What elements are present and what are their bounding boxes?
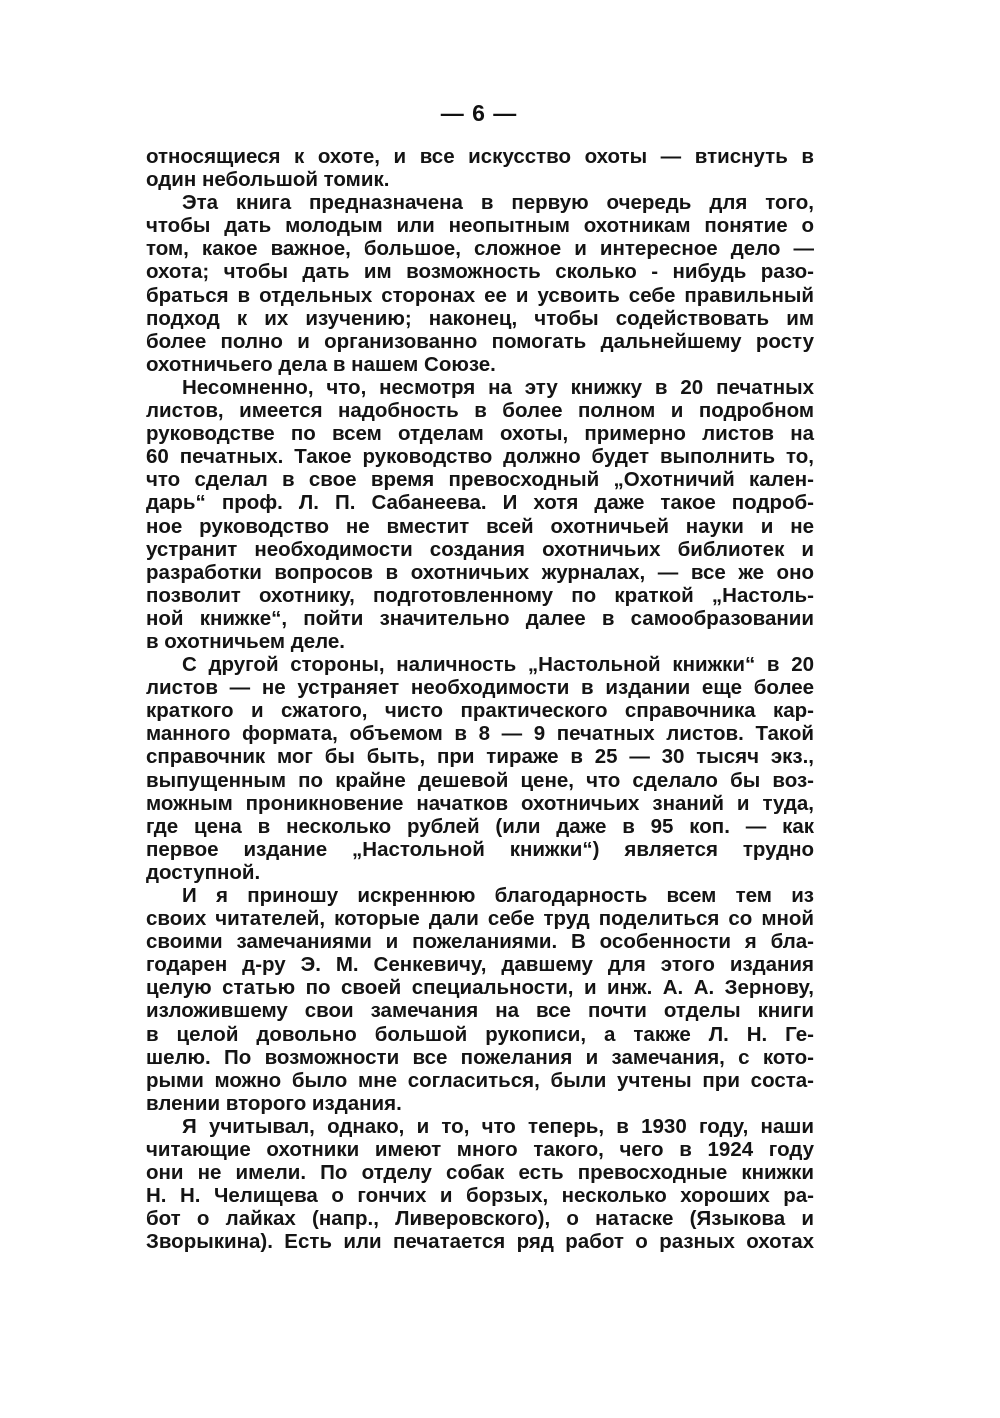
text-line: что сделал в свое время превосходный „Охотничий кален-: [146, 468, 814, 492]
text-line: относящиеся к охоте, и все искусство охоты — втиснуть в: [146, 145, 814, 168]
text-line: Несомненно, что, несмотря на эту книжку в 20 печатных: [182, 375, 814, 399]
text-line: И я приношу искреннюю благодарность всем тем из: [182, 884, 814, 907]
text-line: браться в отдельных сторонах ее и усвоить себе правильный: [146, 283, 814, 307]
text-line: влении второго издания.: [146, 1091, 402, 1115]
text-line: подход к их изучению; наконец, чтобы содействовать им: [146, 306, 814, 330]
text-line: в целой довольно большой рукописи, а также Л. Н. Ге-: [146, 1022, 814, 1046]
text-line: справочник мог бы быть, при тираже в 25 — 30 тысяч экз.,: [146, 745, 814, 769]
text-line: выпущенным по крайне дешевой цене, что сделало бы воз-: [146, 768, 814, 792]
text-line: бот о лайках (напр., Ливеровского), о натаске (Языкова и: [146, 1207, 814, 1231]
text-line: доступной.: [146, 860, 261, 884]
text-line: в охотничьем деле.: [146, 629, 345, 653]
text-line: дарь“ проф. Л. П. Сабанеева. И хотя даже такое подроб-: [146, 491, 814, 515]
text-line: краткого и сжатого, чисто практического справочника кар-: [146, 699, 814, 723]
text-line: листов — не устраняет необходимости в издании еще более: [146, 676, 814, 700]
text-line: руководстве по всем отделам охоты, примерно листов на: [146, 422, 814, 446]
paragraph: [146, 191, 814, 376]
text-line: охота; чтобы дать им возможность сколько - нибудь разо-: [146, 260, 814, 284]
text-line: охотничьего дела в нашем Союзе.: [146, 352, 496, 376]
text-line: листов, имеется надобность в более полном и подробном: [146, 399, 814, 423]
paragraph: [146, 1115, 814, 1254]
paragraph: [146, 653, 814, 884]
text-line: читающие охотники имеют много такого, чего в 1924 году: [146, 1138, 814, 1162]
text-line: чтобы дать молодым или неопытным охотникам понятие о: [146, 214, 814, 238]
text-line: первое издание „Настольной книжки“) является трудно: [146, 837, 814, 861]
text-line: изложившему свои замечания на все почти отделы книги: [146, 999, 814, 1023]
text-line: манного формата, объемом в 8 — 9 печатных листов. Такой: [146, 722, 814, 746]
text-line: своими замечаниями и пожеланиями. В особенности я бла-: [146, 930, 814, 954]
text-line: Я учитывал, однако, и то, что теперь, в 1930 году, наши: [182, 1114, 814, 1138]
text-line: рыми можно было мне согласиться, были учтены при соста-: [146, 1068, 814, 1092]
body-text: [146, 145, 814, 1254]
paragraph: [146, 884, 814, 1115]
text-line: Зворыкина). Есть или печатается ряд работ о разных охотах: [146, 1230, 814, 1254]
text-line: один небольшой томик.: [146, 168, 390, 192]
text-line: С другой стороны, наличность „Настольной книжки“ в 20: [182, 653, 814, 677]
text-line: целую статью по своей специальности, и инж. А. А. Зернову,: [146, 976, 814, 1000]
paragraph: [146, 376, 814, 653]
text-line: позволит охотнику, подготовленному по краткой „Настоль-: [146, 583, 814, 607]
text-line: можным проникновение начатков охотничьих знаний и туда,: [146, 791, 814, 815]
text-line: устранит необходимости создания охотничьих библиотек и: [146, 537, 814, 561]
page-number: — 6 —: [440, 100, 518, 126]
text-line: своих читателей, которые дали себе труд поделиться со мной: [146, 907, 814, 931]
text-line: 60 печатных. Такое руководство должно будет выполнить то,: [146, 445, 814, 469]
text-line: они не имели. По отделу собак есть превосходные книжки: [146, 1161, 814, 1185]
text-line: шелю. По возможности все пожелания и замечания, с кото-: [146, 1045, 814, 1069]
text-line: где цена в несколько рублей (или даже в 95 коп. — как: [146, 814, 814, 838]
text-line: более полно и организованно помогать дальнейшему росту: [146, 329, 814, 353]
text-line: Н. Н. Челищева о гончих и борзых, несколько хороших ра-: [146, 1184, 814, 1208]
text-line: годарен д-ру Э. М. Сенкевичу, давшему для этого издания: [146, 953, 814, 977]
paragraph: [146, 145, 814, 191]
text-line: разработки вопросов в охотничьих журналах, — все же оно: [146, 560, 814, 584]
text-line: Эта книга предназначена в первую очередь для того,: [182, 191, 814, 215]
text-line: ное руководство не вместит всей охотничьей науки и не: [146, 514, 814, 538]
text-line: ной книжке“, пойти значительно далее в самообразовании: [146, 606, 814, 630]
text-line: том, какое важное, большое, сложное и интересное дело —: [146, 237, 814, 261]
